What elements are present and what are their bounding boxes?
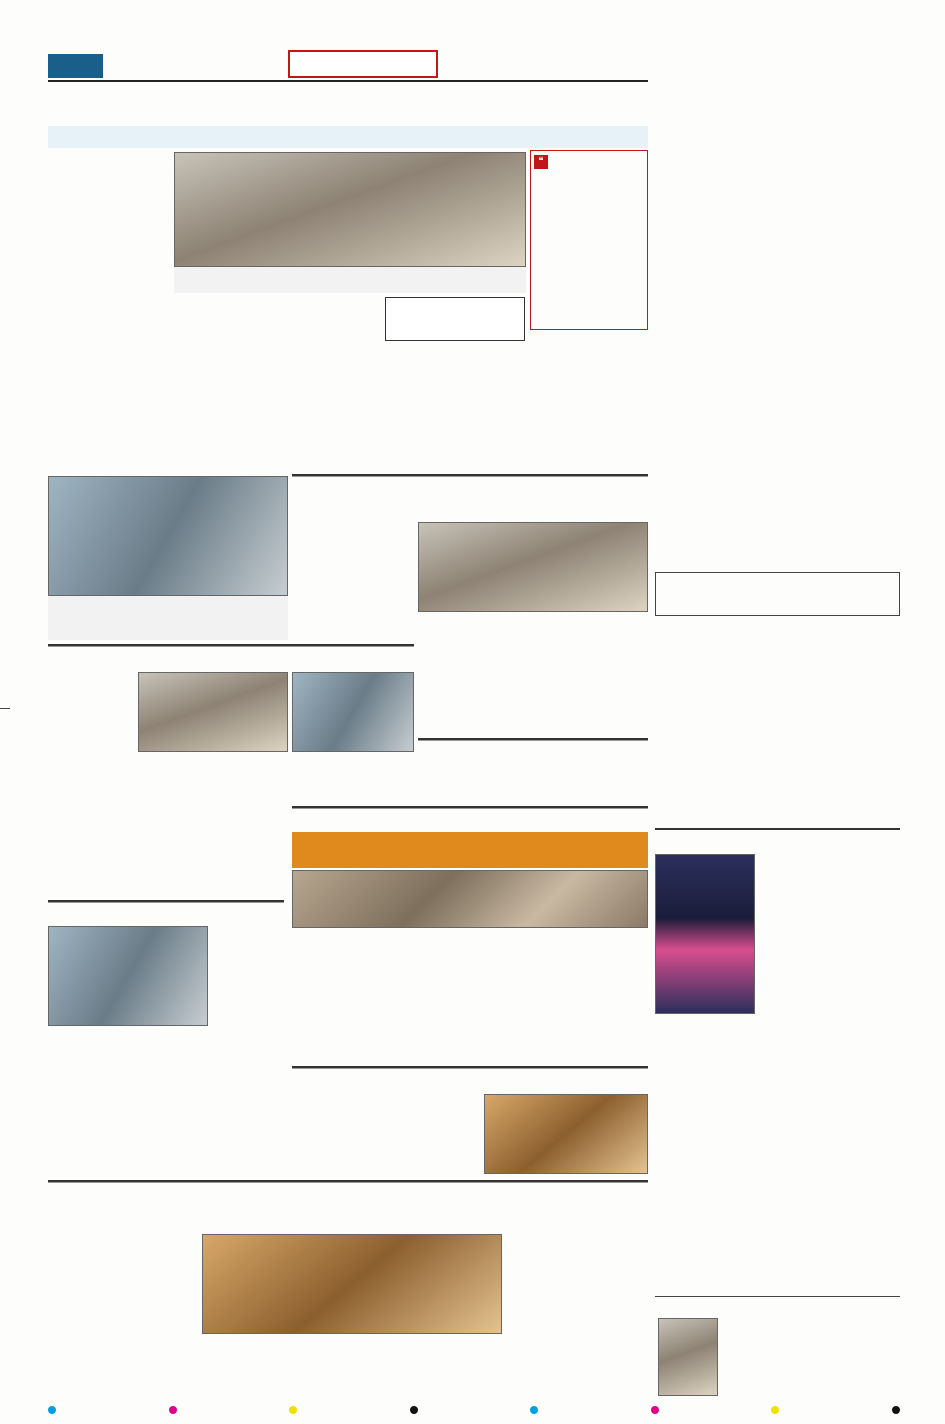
blood-camp-headline <box>48 900 284 903</box>
obituary-body <box>722 1318 900 1398</box>
lead-subhead <box>48 126 648 148</box>
cricket-photo <box>655 854 755 1014</box>
election-body-3 <box>532 614 648 736</box>
lead-photo-caption <box>174 267 526 293</box>
blood-camp-body <box>212 926 288 1026</box>
lead-body-column-3 <box>530 334 648 470</box>
print-registration-marks <box>48 1405 900 1415</box>
cinema-notice <box>655 572 900 616</box>
traders-body-2 <box>202 1338 502 1400</box>
quote-body <box>535 179 645 309</box>
obituary-photo <box>658 1318 718 1396</box>
yellow-mark <box>771 1406 779 1414</box>
statue-headline <box>292 806 648 809</box>
blood-camp-body-2 <box>48 1030 288 1126</box>
black-mark <box>892 1406 900 1414</box>
protest-headline <box>48 644 414 647</box>
cyan-mark <box>530 1406 538 1414</box>
lead-body-column-2 <box>174 297 381 470</box>
stats-box-body <box>385 345 525 470</box>
traders-body <box>48 1214 198 1400</box>
festival-headline <box>292 1066 648 1069</box>
masthead <box>48 50 648 82</box>
election-body-2 <box>418 614 528 736</box>
black-mark <box>410 1406 418 1414</box>
protest-photo-1 <box>138 672 288 752</box>
paper-logo <box>288 50 438 78</box>
traders-photo <box>202 1234 502 1334</box>
election-photo <box>418 522 648 612</box>
margin-tick <box>0 708 10 709</box>
yellow-mark <box>289 1406 297 1414</box>
felicitation-caption <box>48 596 288 640</box>
stats-box <box>385 297 525 341</box>
statue-body <box>292 930 648 1064</box>
statue-kicker <box>292 832 648 868</box>
cricket-body-2 <box>655 1018 900 1292</box>
festival-body <box>292 1094 480 1174</box>
festival-photo <box>484 1094 648 1174</box>
camp-body <box>418 764 648 802</box>
page-number-badge <box>48 54 103 78</box>
magenta-mark <box>651 1406 659 1414</box>
quote-box <box>530 150 648 330</box>
magenta-mark <box>169 1406 177 1414</box>
statue-photo <box>292 870 648 928</box>
cricket-headline <box>655 828 900 830</box>
quote-icon: ❝ <box>534 155 548 169</box>
lead-body-column <box>48 152 170 470</box>
cyan-mark <box>48 1406 56 1414</box>
camp-headline <box>418 738 648 741</box>
election-headline <box>292 474 648 477</box>
protest-photo-2 <box>292 672 414 752</box>
felicitation-photo <box>48 476 288 596</box>
election-body <box>292 502 414 642</box>
protest-body <box>48 672 134 802</box>
blood-camp-photo <box>48 926 208 1026</box>
traders-headline <box>48 1180 648 1183</box>
cricket-body <box>759 854 900 1014</box>
lead-photo <box>174 152 526 267</box>
traders-body-3 <box>506 1214 648 1400</box>
obituary-headline <box>655 1296 900 1297</box>
